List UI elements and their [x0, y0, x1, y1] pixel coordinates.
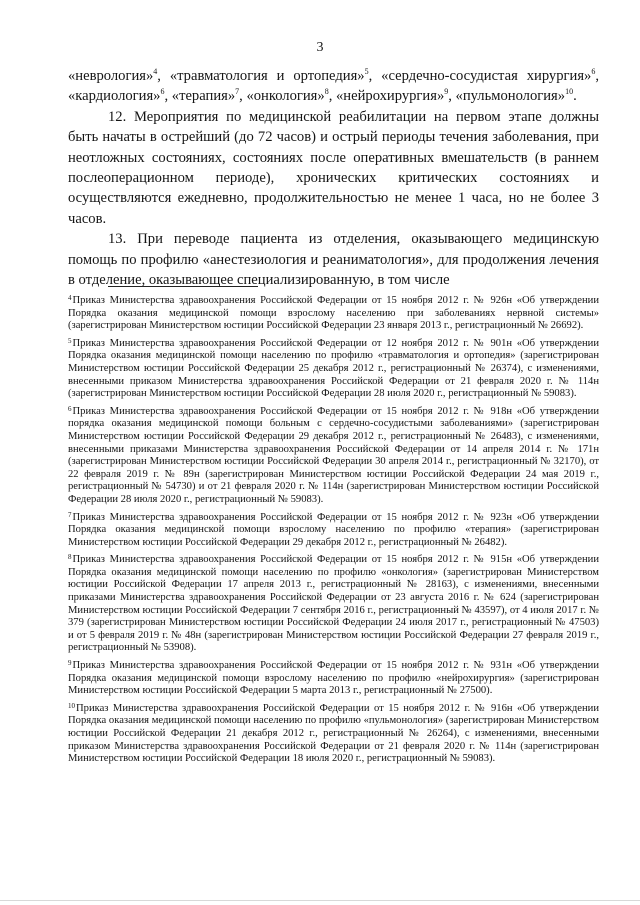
footnote-text: Приказ Министерства здравоохранения Российской Федерации от 15 ноября 2012 г. № 915н «Об утверждении Порядка оказания медицинской помощи населению по профилю «онкология» (зарегистрирован Министерством юстиции Российской Федерации 17 апреля 2013 г., регистрационный № 28163), с изменениями, внесенными приказами Министерства здравоохранения Российской Федерации от 23 августа 2016 г. № 624 (зарегистрирован Министерством юстиции Российской Федерации 7 сентября 2016 г., регистрационный № 43597), от 4 июля 2017 г. № 379 (зарегистрирован Министерством юстиции Российской Федерации 24 июля 2017 г., регистрационный № 47503) и от 5 февраля 2019 г. № 48н (зарегистрирован Министерством юстиции Российской Федерации 27 февраля 2019 г., регистрационный № 53908).: [68, 554, 599, 654]
specialty-item: , «пульмонология»: [448, 88, 566, 105]
footnote-number: 6: [68, 404, 72, 413]
footnote-6: [68, 403, 599, 507]
footnote-ref: 5: [364, 67, 369, 77]
scan-edge: [0, 900, 640, 901]
footnote-text: Приказ Министерства здравоохранения Российской Федерации от 15 ноября 2012 г. № 918н «Об утверждении порядка оказания медицинской помощи больным с сердечно-сосудистыми заболеваниями» (зарегистрирован Министерством юстиции Российской Федерации 29 декабря 2012 г., регистрационный № 26483), с изменениями, внесенными приказами Министерства здравоохранения Российской Федерации от 14 апреля 2014 г. № 171н (зарегистрирован Министерством юстиции Российской Федерации 30 апреля 2014 г., регистрационный № 32170), от 22 февраля 2019 г. № 89н (зарегистрирован Министерством юстиции Российской Федерации 24 мая 2019 г., регистрационный № 54730) и от 21 февраля 2020 г. № 114н (зарегистрирован Министерством юстиции Российской Федерации 28 июля 2020 г., регистрационный № 59083).: [68, 405, 599, 505]
footnote-number: 4: [68, 294, 72, 302]
footnote-text: Приказ Министерства здравоохранения Российской Федерации от 15 ноября 2012 г. № 916н «Об утверждении Порядка оказания медицинской помощи населению по профилю «пульмонология» (зарегистрирован Министерством юстиции Российской Федерации 21 декабря 2012 г., регистрационный № 26264), с изменениями, внесенными приказом Министерства здравоохранения Российской Федерации от 21 февраля 2020 г. № 114н (зарегистрирован Министерством юстиции Российской Федерации 18 июля 2020 г., регистрационный № 59083).: [68, 702, 599, 765]
footnote-10: [68, 700, 599, 766]
specialty-item: , «нейрохирургия»: [328, 88, 445, 105]
footnote-ref: 10: [565, 87, 574, 97]
specialty-item: .: [573, 88, 577, 105]
footnote-9: [68, 657, 599, 698]
footnote-7: [68, 509, 599, 550]
footnote-separator: [108, 286, 258, 287]
footnotes: [68, 292, 599, 768]
footnote-text: Приказ Министерства здравоохранения Российской Федерации от 15 ноября 2012 г. № 926н «Об утверждении Порядка оказания медицинской помощи взрослому населению при заболеваниях нервной системы» (зарегистрирован Министерством юстиции Российской Федерации 23 января 2013 г., регистрационный № 26692).: [68, 295, 599, 332]
footnote-ref: 6: [160, 87, 165, 97]
page-number: 3: [316, 40, 324, 55]
footnote-text: Приказ Министерства здравоохранения Российской Федерации от 15 ноября 2012 г. № 931н «Об утверждении Порядка оказания медицинской помощи взрослому населению по профилю «нейрохирургия» (зарегистрирован Министерством юстиции Российской Федерации 5 марта 2013 г., регистрационный № 27500).: [68, 660, 599, 697]
paragraph-13: 13. При переводе пациента из отделения, оказывающего медицинскую помощь по профилю «анестезиология и реаниматология», для продолжения лечения в отделение, оказывающее специализированную, в том числе: [68, 231, 599, 289]
footnote-number: 9: [68, 659, 72, 668]
main-text: [68, 66, 599, 290]
footnote-ref: 7: [235, 87, 240, 97]
footnote-number: 8: [68, 553, 72, 562]
footnote-5: [68, 335, 599, 401]
specialty-item: , «онкология»: [239, 88, 325, 105]
footnote-ref: 8: [324, 87, 329, 97]
specialty-item: , «кардиология»: [68, 68, 599, 105]
footnote-number: 5: [68, 336, 72, 345]
specialty-item: «неврология»: [68, 68, 154, 84]
footnote-text: Приказ Министерства здравоохранения Российской Федерации от 12 ноября 2012 г. № 901н «Об утверждении Порядка оказания медицинской помощи населению по профилю «травматология и ортопедия» (зарегистрирован Министерством юстиции Российской Федерации 25 декабря 2012 г., регистрационный № 26374), с изменениями, внесенными приказом Министерства здравоохранения Российской Федерации от 21 февраля 2020 г. № 114н (зарегистрирован Министерством юстиции Российской Федерации 28 июля 2020 г., регистрационный № 59083).: [68, 337, 599, 400]
footnote-8: [68, 551, 599, 655]
paragraph-12: 12. Мероприятия по медицинской реабилитации на первом этапе должны быть начаты в острейший (до 72 часов) и острый периоды течения заболевания, при неотложных состояниях, состояниях после оперативных вмешательств (в раннем послеоперационном периоде), хронических критических состояниях и осуществляются ежедневно, продолжительностью не менее 1 часа, но не более 3 часов.: [68, 108, 599, 227]
specialty-list-line: [68, 66, 599, 107]
footnote-ref: 6: [591, 67, 596, 77]
specialty-item: , «травматология и ортопедия»: [157, 68, 365, 84]
footnote-number: 10: [68, 701, 75, 710]
footnote-number: 7: [68, 510, 72, 519]
specialty-item: , «сердечно-сосудистая хирургия»: [368, 68, 592, 84]
footnote-4: [68, 292, 599, 333]
specialty-item: , «терапия»: [164, 88, 236, 105]
footnote-ref: 9: [444, 87, 449, 97]
footnote-text: Приказ Министерства здравоохранения Российской Федерации от 15 ноября 2012 г. № 923н «Об утверждении Порядка оказания медицинской помощи взрослому населению по профилю «терапия» (зарегистрирован Министерством юстиции Российской Федерации 29 декабря 2012 г., регистрационный № 26482).: [68, 511, 599, 548]
footnote-ref: 4: [153, 67, 158, 77]
